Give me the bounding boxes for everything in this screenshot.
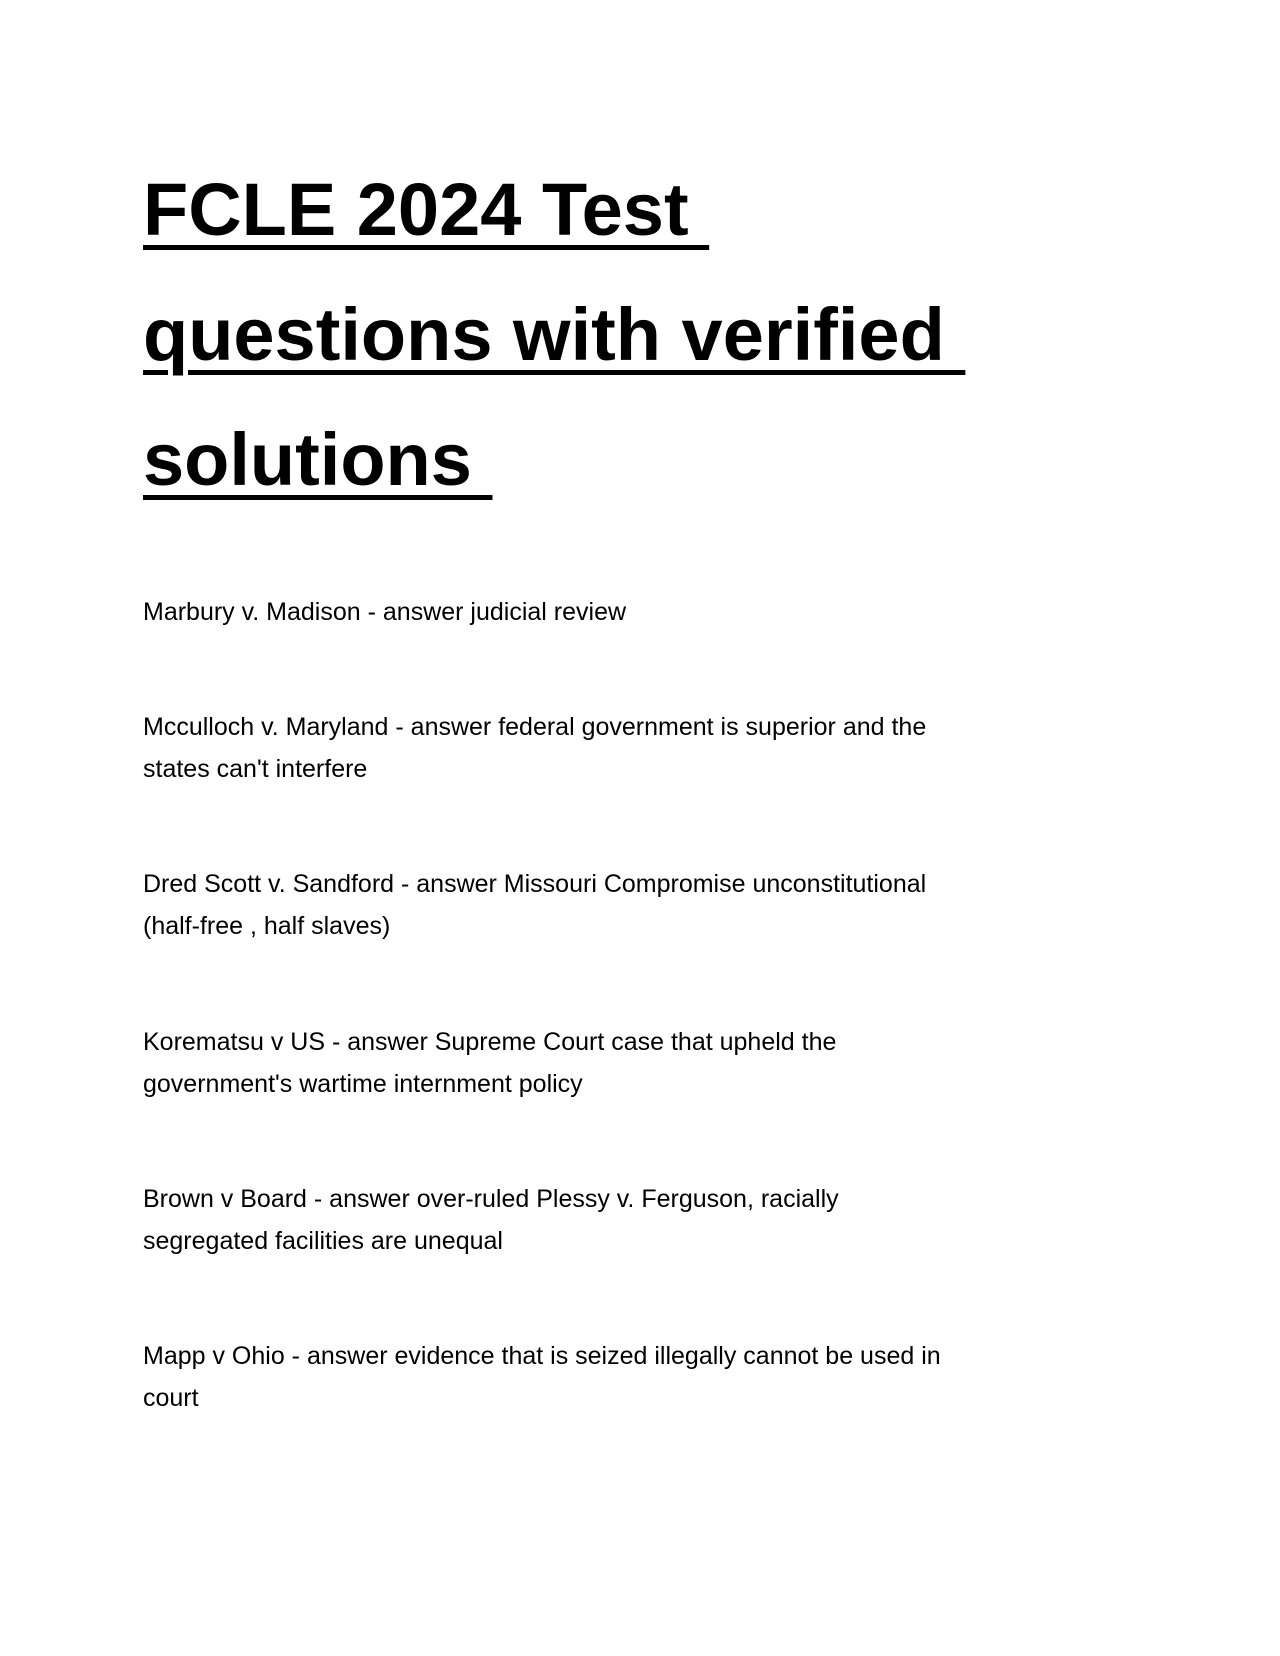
- entry-line: Marbury v. Madison - answer judicial review: [143, 598, 627, 626]
- qa-entry: [143, 1178, 839, 1262]
- qa-entry: [143, 706, 926, 790]
- entry-line: segregated facilities are unequal: [143, 1227, 503, 1255]
- title-line: questions with verified: [143, 293, 966, 376]
- title-line: solutions: [143, 418, 493, 501]
- entry-line: Dred Scott v. Sandford - answer Missouri Compromise unconstitutional: [143, 870, 927, 898]
- entry-line: Mcculloch v. Maryland - answer federal government is superior and the: [143, 713, 927, 741]
- entry-line: court: [143, 1384, 199, 1412]
- title-line: FCLE 2024 Test: [143, 168, 710, 251]
- qa-entry: [143, 591, 626, 633]
- entry-line: states can't interfere: [143, 755, 368, 783]
- qa-entry: [143, 1335, 941, 1419]
- qa-entry: [143, 863, 926, 947]
- entry-line: Brown v Board - answer over-ruled Plessy v. Ferguson, racially: [143, 1185, 839, 1213]
- entry-line: government's wartime internment policy: [143, 1070, 583, 1098]
- document-title: [143, 160, 965, 535]
- entry-line: Mapp v Ohio - answer evidence that is seized illegally cannot be used in: [143, 1342, 941, 1370]
- entry-line: Korematsu v US - answer Supreme Court case that upheld the: [143, 1028, 837, 1056]
- qa-entry: [143, 1021, 836, 1105]
- entry-line: (half-free , half slaves): [143, 912, 391, 940]
